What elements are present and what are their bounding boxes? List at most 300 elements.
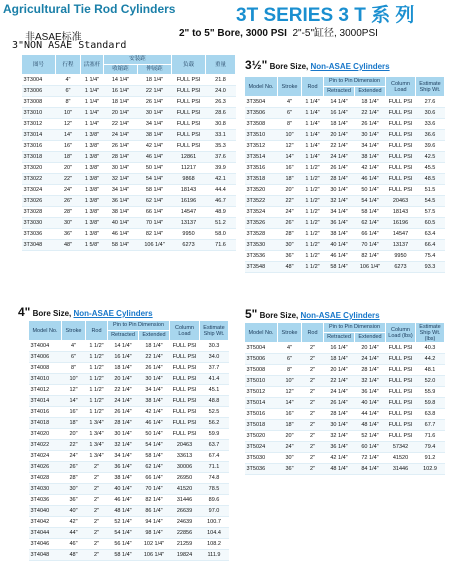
table-cell: 22 1/4" [324,141,355,152]
table-row [245,365,445,376]
catalog-title: Agricultural Tie Rod Cylinders [3,2,176,16]
table-row [29,495,229,506]
table-cell: 18 1/4" [324,119,355,130]
table-cell: 10" [56,108,81,119]
title-4in-link[interactable]: Non-ASAE Cylinders [73,309,153,318]
table-row [245,141,445,152]
table-cell: 1 3/4" [86,451,108,462]
table-cell: 3T5010 [245,376,278,387]
table-cell: 20" [278,431,302,442]
table-cell: 3T5018 [245,420,278,431]
table-cell: 32 1/4" [355,376,386,387]
table-cell: 1 3/4" [86,418,108,429]
table-cell: 48" [278,262,302,273]
table-cell: 3T3022 [22,174,56,185]
table-row [22,86,236,97]
table-cell: 1 1/4" [81,97,104,108]
table-cell: 1 1/2" [302,218,324,229]
table-row [29,429,229,440]
table-cell: 1 1/2" [86,385,108,396]
table-cell: 70 1/4" [355,240,386,251]
table-cell: 44" [62,528,86,539]
table-cell: 12" [278,141,302,152]
table-cell: FULL PSI [386,185,416,196]
table-cell: 3T5020 [245,431,278,442]
table-cell: 30 1/4" [108,429,139,440]
table-cell: 1 1/2" [86,396,108,407]
table-cell: 66 1/4" [138,207,172,218]
table-cell: 14 1/4" [104,75,138,86]
table-cell: 22856 [170,528,200,539]
table-cell: 1 1/4" [81,75,104,86]
table-cell: 26 1/4" [108,407,139,418]
table-row [29,341,229,352]
table-cell: 18" [278,420,302,431]
title-5in-num: 5" [245,307,258,321]
table-cell: 1 1/2" [86,374,108,385]
table-cell: 31446 [386,464,416,475]
table-cell: 91.2 [416,453,445,464]
table-cell: 28 1/4" [324,409,355,420]
table-cell: 32 1/4" [324,431,355,442]
table-3-5in-bore [244,76,445,273]
table-cell: FULL PSI [170,352,200,363]
column-header: Estimate Ship Wt. [200,321,229,341]
table-cell: 1 1/2" [302,262,324,273]
column-header: Pin to Pin Dimension [324,77,386,87]
table-cell: 6273 [386,262,416,273]
table-cell: 2" [86,517,108,528]
table-cell: 34 1/4" [324,207,355,218]
table-row [22,240,236,251]
table-cell: 32 1/4" [104,174,138,185]
table-cell: FULL PSI [172,108,206,119]
table-cell: 26 1/4" [355,119,386,130]
table-cell: 2" [302,431,324,442]
table-cell: 24" [278,442,302,453]
table-cell: 3T4030 [29,484,62,495]
table-cell: 102 1/4" [139,539,170,550]
table-cell: 46 1/4" [108,495,139,506]
table-cell: 1 5/8" [81,240,104,251]
table-cell: 2" [302,365,324,376]
table-cell: 70 1/4" [139,484,170,495]
table-cell: 63.4 [416,229,445,240]
table-cell: 33.1 [206,130,236,141]
table-cell: 67.4 [200,451,229,462]
table-cell: 8" [278,119,302,130]
table-row [245,152,445,163]
table-cell: 1 1/4" [302,130,324,141]
table-cell: 59.8 [416,398,445,409]
table-cell: 16 1/4" [324,108,355,119]
table-cell: 3T3536 [245,251,278,262]
table-cell: 3T4028 [29,473,62,484]
table-cell: 27.6 [416,97,445,108]
table-cell: 12" [62,385,86,396]
column-header: Stroke [278,323,302,343]
table-row [245,409,445,420]
table-cell: 38 1/4" [108,473,139,484]
table-cell: 52.5 [200,407,229,418]
table-cell: 2" [86,506,108,517]
table-row [22,196,236,207]
table-cell: FULL PSI [386,398,416,409]
table-cell: FULL PSI [386,108,416,119]
column-header: Pin to Pin Dimension [108,321,170,331]
table-cell: 71.6 [206,240,236,251]
table-cell: 54 1/4" [355,196,386,207]
table-cell: 18 1/4" [138,75,172,86]
table-cell: 18" [62,418,86,429]
table-cell: 24 1/4" [108,396,139,407]
table-cell: 40 1/4" [355,398,386,409]
table-cell: 6" [56,86,81,97]
table-cell: 6273 [172,240,206,251]
table-row [22,108,236,119]
table-cell: 32 1/4" [324,196,355,207]
table-row [29,528,229,539]
table-3in-bore [21,54,236,251]
table-cell: FULL PSI [170,374,200,385]
subtitle-cn: 2"-5"缸径, 3000PSI [292,28,378,39]
table-cell: 26.3 [206,97,236,108]
table-cell: 1 1/4" [81,119,104,130]
column-subheader: Extended [355,87,386,97]
table-cell: 34 1/4" [108,451,139,462]
table-row [245,196,445,207]
table-cell: 48 1/4" [108,506,139,517]
table-cell: 106 1/4" [139,550,170,561]
table-cell: 48 1/4" [324,464,355,475]
table-cell: 36" [56,229,81,240]
table-cell: FULL PSI [386,119,416,130]
table-cell: 52.0 [416,376,445,387]
table-row [245,464,445,475]
table-cell: 2" [86,495,108,506]
column-header: Pin to Pin Dimension [324,323,386,333]
table-cell: 28 1/4" [108,418,139,429]
table-cell: 3T3010 [22,108,56,119]
table-cell: 28.6 [206,108,236,119]
table-cell: 16 1/4" [108,352,139,363]
table-cell: FULL PSI [386,97,416,108]
table-cell: 2" [302,343,324,354]
table-cell: 2" [86,539,108,550]
table-cell: 44.2 [416,354,445,365]
table-cell: 74.8 [200,473,229,484]
table-cell: FULL PSI [386,130,416,141]
column-header: 负载 [172,55,206,75]
table-cell: 48.5 [416,174,445,185]
table-cell: 2" [302,398,324,409]
table-row [245,453,445,464]
table-cell: 1 1/2" [302,196,324,207]
table-cell: 3T3528 [245,229,278,240]
table-cell: 34.0 [200,352,229,363]
table-cell: 36" [278,464,302,475]
table-cell: 20 1/4" [324,130,355,141]
table-cell: 2" [86,473,108,484]
table-cell: 26 1/4" [324,398,355,409]
table-row [245,376,445,387]
table-cell: 82 1/4" [355,251,386,262]
table-cell: 63.8 [416,409,445,420]
table-cell: 30" [56,218,81,229]
table-cell: 2" [302,354,324,365]
table-cell: 3T4042 [29,517,62,528]
column-header: Column Load (lbs) [386,323,416,343]
table-cell: FULL PSI [170,429,200,440]
table-cell: 3T3516 [245,163,278,174]
table-cell: 46 1/4" [139,418,170,429]
table-cell: 12" [278,387,302,398]
label-non-asae-cn: 非ASAE标准 [25,32,82,43]
table-cell: 39.9 [206,163,236,174]
table-cell: 78.5 [200,484,229,495]
table-cell: 86 1/4" [139,506,170,517]
table-row [29,550,229,561]
table-cell: 58 1/4" [104,240,138,251]
column-subheader: Retracted [108,331,139,341]
title-4in-rest: Bore Size, [30,309,74,318]
table-cell: 66.4 [416,240,445,251]
table-row [29,352,229,363]
table-cell: 21.8 [206,75,236,86]
table-cell: 24" [62,451,86,462]
table-row [22,229,236,240]
table-cell: 46 1/4" [104,229,138,240]
table-cell: 1 3/8" [81,174,104,185]
table-cell: 20" [56,163,81,174]
table-cell: 24 1/4" [104,130,138,141]
header-row [22,55,236,65]
table-cell: 4" [278,343,302,354]
table-cell: 57.5 [416,207,445,218]
column-subheader: 伸展距 [138,65,172,75]
table-cell: 3T4010 [29,374,62,385]
table-cell: 30 1/4" [139,374,170,385]
table-cell: 97.0 [200,506,229,517]
table-cell: 1 1/4" [302,97,324,108]
table-cell: 2" [302,442,324,453]
table-cell: 3T5008 [245,365,278,376]
table-cell: 14" [278,152,302,163]
series-subtitle [179,24,378,39]
table-cell: 22 1/4" [104,119,138,130]
table-cell: 59.9 [200,429,229,440]
table-cell: 18" [278,174,302,185]
table-row [245,207,445,218]
table-row [245,387,445,398]
table-cell: FULL PSI [386,152,416,163]
table-cell: 22 1/4" [324,376,355,387]
table-5in-bore [244,322,445,475]
table-cell: 3T3012 [22,119,56,130]
table-cell: 51.2 [206,218,236,229]
table-cell: FULL PSI [170,396,200,407]
table-row [22,97,236,108]
table-cell: 58 1/4" [139,451,170,462]
table-row [22,141,236,152]
table-cell: 3T3530 [245,240,278,251]
title-5in-bore [245,307,380,321]
table-cell: 48.9 [206,207,236,218]
title-5in-link[interactable]: Non-ASAE Cylinders [300,311,380,320]
table-cell: 50 1/4" [355,185,386,196]
table-cell: 55.9 [416,387,445,398]
table-cell: 36 1/4" [324,442,355,453]
table-cell: 48.1 [416,365,445,376]
table-cell: 3T4036 [29,495,62,506]
table-cell: 2" [302,376,324,387]
table-cell: 67.7 [416,420,445,431]
column-header: Rod [86,321,108,341]
table-cell: 3T3510 [245,130,278,141]
table-cell: 3T3508 [245,119,278,130]
table-cell: 3T3512 [245,141,278,152]
table-row [245,163,445,174]
column-header: 安装距 [104,55,172,65]
table-cell: 38 1/4" [104,207,138,218]
table-cell: 20" [278,185,302,196]
table-cell: FULL PSI [386,365,416,376]
table-cell: 3T3004 [22,75,56,86]
table-cell: 2" [86,462,108,473]
table-cell: 3T5004 [245,343,278,354]
table-row [245,262,445,273]
table-cell: 16" [278,409,302,420]
table-cell: 30 1/4" [324,420,355,431]
table-cell: 28 1/4" [324,174,355,185]
table-cell: 3T4018 [29,418,62,429]
table-cell: 3T5036 [245,464,278,475]
table-cell: 1 1/4" [81,108,104,119]
column-header: Stroke [62,321,86,341]
table-row [29,440,229,451]
table-cell: 2" [302,420,324,431]
table-row [245,251,445,262]
table-row [245,174,445,185]
column-header: Model No. [245,323,278,343]
table-row [22,75,236,86]
table-cell: 33613 [170,451,200,462]
table-4in-bore [28,320,229,561]
table-cell: 8" [62,363,86,374]
table-cell: 3T4004 [29,341,62,352]
table-cell: 58 1/4" [355,207,386,218]
table-row [22,130,236,141]
table-cell: 54 1/4" [139,440,170,451]
table-cell: FULL PSI [386,387,416,398]
table-cell: 111.9 [200,550,229,561]
table-cell: 20 1/4" [355,343,386,354]
table-row [29,396,229,407]
table-cell: 34 1/4" [139,385,170,396]
table-cell: 36 1/4" [104,196,138,207]
table-cell: 3T3036 [22,229,56,240]
table-cell: 12861 [172,152,206,163]
table-cell: 36" [62,495,86,506]
table-cell: 58 1/4" [108,550,139,561]
table-cell: 3T3514 [245,152,278,163]
table-cell: 3T3030 [22,218,56,229]
table-cell: 30" [278,453,302,464]
table-cell: 22 1/4" [138,86,172,97]
table-cell: 3T4012 [29,385,62,396]
table-cell: 48.8 [200,396,229,407]
table-cell: 2" [86,550,108,561]
table-cell: 79.4 [416,442,445,453]
table-cell: 56.2 [200,418,229,429]
table-cell: 2" [302,464,324,475]
header-row [245,323,445,333]
table-row [29,484,229,495]
table-cell: 3T3028 [22,207,56,218]
table-cell: 42 1/4" [355,163,386,174]
table-cell: 20 1/4" [108,374,139,385]
table-cell: 3T4016 [29,407,62,418]
table-cell: 14" [56,130,81,141]
table-cell: 3T4020 [29,429,62,440]
table-cell: 42.5 [416,152,445,163]
table-cell: 106 1/4" [138,240,172,251]
table-cell: 11217 [172,163,206,174]
table-row [29,462,229,473]
title-4in-bore [18,305,153,319]
table-cell: 1 3/8" [81,141,104,152]
table-cell: 18143 [386,207,416,218]
table-cell: 19824 [170,550,200,561]
table-cell: 1 1/4" [81,86,104,97]
table-cell: 3T3006 [22,86,56,97]
table-row [22,207,236,218]
table-cell: 24.0 [206,86,236,97]
table-cell: 13137 [386,240,416,251]
table-cell: 1 1/2" [86,341,108,352]
table-cell: 58.0 [206,229,236,240]
title-3-5in-link[interactable]: Non-ASAE Cylinders [310,62,390,71]
table-cell: 20 1/4" [104,108,138,119]
table-row [29,451,229,462]
table-cell: 70 1/4" [138,218,172,229]
table-cell: 4" [56,75,81,86]
table-cell: 20463 [386,196,416,207]
column-subheader: Extended [355,333,386,343]
table-cell: 36 1/4" [108,462,139,473]
table-cell: 30 1/4" [324,185,355,196]
table-cell: FULL PSI [386,376,416,387]
table-cell: 30006 [170,462,200,473]
table-cell: 42 1/4" [139,407,170,418]
column-header: Column Load [386,77,416,97]
table-cell: FULL PSI [172,86,206,97]
table-cell: 3T5006 [245,354,278,365]
table-cell: 3T4014 [29,396,62,407]
table-cell: 102.9 [416,464,445,475]
table-row [245,442,445,453]
table-cell: 3T4024 [29,451,62,462]
table-cell: 18143 [172,185,206,196]
table-cell: 3T4026 [29,462,62,473]
table-cell: 4" [62,341,86,352]
table-cell: 2" [86,484,108,495]
table-cell: 24" [56,185,81,196]
column-header: 图号 [22,55,56,75]
table-cell: 26 1/4" [104,141,138,152]
table-cell: 30 1/4" [138,108,172,119]
table-cell: 30" [62,484,86,495]
